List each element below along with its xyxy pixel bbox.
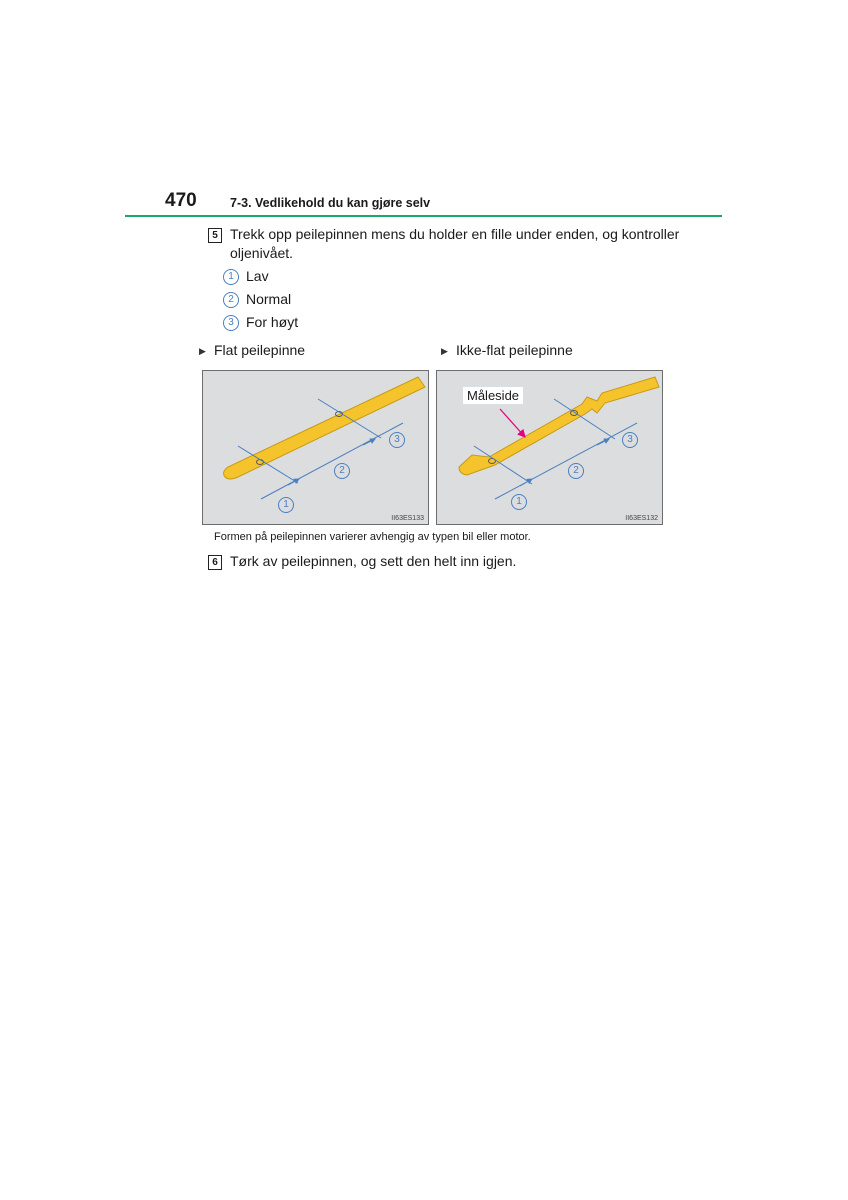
step-5-text-line2: oljenivået. bbox=[230, 245, 294, 261]
item-2-label: Normal bbox=[246, 291, 292, 307]
right-figure-heading: Ikke-flat peilepinne bbox=[456, 342, 573, 358]
fig-right-marker-3: 3 bbox=[622, 432, 638, 448]
flat-dipstick-figure bbox=[202, 370, 429, 525]
maleside-callout: Måleside bbox=[463, 387, 523, 404]
step-6-number: 6 bbox=[208, 555, 222, 570]
figure-id: II63ES132 bbox=[625, 515, 658, 522]
left-figure-heading: Flat peilepinne bbox=[214, 342, 306, 358]
item-1-label: Lav bbox=[246, 268, 269, 284]
step-5-text-line1: Trekk opp peilepinnen mens du holder en fille under enden, og kontroller bbox=[230, 226, 680, 242]
fig-right-marker-1: 1 bbox=[511, 494, 527, 510]
item-3-label: For høyt bbox=[246, 314, 299, 330]
item-1-marker: 1 bbox=[223, 269, 239, 285]
fig-left-marker-3: 3 bbox=[389, 432, 405, 448]
item-2-marker: 2 bbox=[223, 292, 239, 308]
triangle-bullet-icon: ▶ bbox=[199, 346, 206, 356]
figure-id: II63ES133 bbox=[391, 515, 424, 522]
section-title: 7-3. Vedlikehold du kan gjøre selv bbox=[230, 196, 431, 210]
figure-caption: Formen på peilepinnen varierer avhengig av typen bil eller motor. bbox=[214, 531, 531, 543]
fig-right-marker-2: 2 bbox=[568, 463, 584, 479]
step-5-number: 5 bbox=[208, 228, 222, 243]
item-3-marker: 3 bbox=[223, 315, 239, 331]
page-number: 470 bbox=[165, 190, 197, 211]
fig-left-marker-2: 2 bbox=[334, 463, 350, 479]
triangle-bullet-icon: ▶ bbox=[441, 346, 448, 356]
non-flat-dipstick-figure bbox=[436, 370, 663, 525]
header-rule bbox=[125, 215, 722, 217]
fig-left-marker-1: 1 bbox=[278, 497, 294, 513]
step-6-text: Tørk av peilepinnen, og sett den helt inn igjen. bbox=[230, 553, 517, 569]
